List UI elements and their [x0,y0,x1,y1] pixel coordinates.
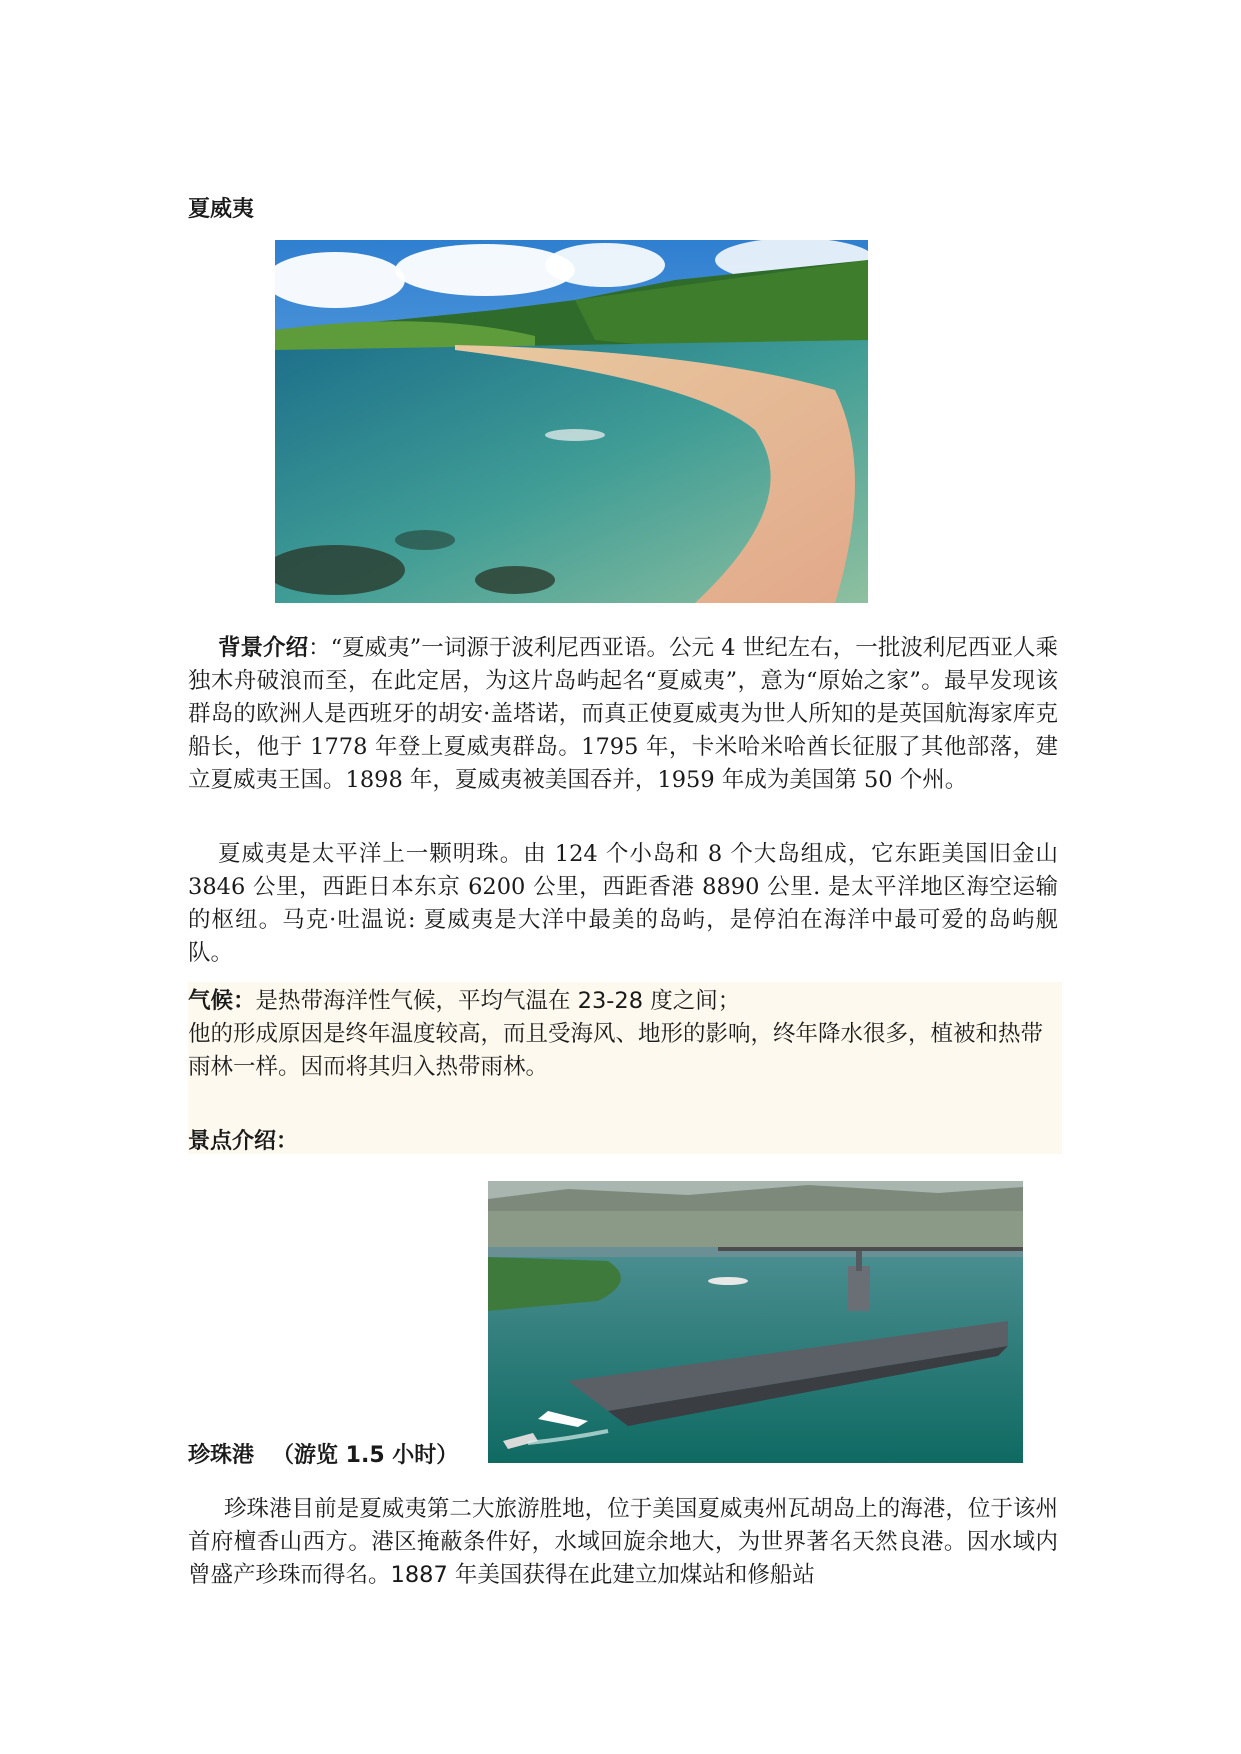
climate-text-line2: 他的形成原因是终年温度较高，而且受海风、地形的影响，终年降水很多，植被和热带雨林一样。因而将其归入热带雨林。 [188,1021,1044,1080]
climate-text-b: 度之间； [643,988,741,1014]
attraction-title [188,1438,458,1469]
attraction-paragraph [188,1493,1058,1592]
background-paragraph [188,632,1058,797]
attractions-heading: 景点介绍： [188,1129,299,1154]
page-title: 夏威夷 [188,197,255,222]
pearl-harbor-photo [488,1181,1023,1463]
background-text: ：“夏威夷”一词源于波利尼西亚语。公元 4 世纪左右，一批波利尼西亚人乘独木舟破浪而至，在此定居，为这片岛屿起名“夏威夷”，意为“原始之家”。最早发现该群岛的欧洲人是西班牙的胡安·盖塔诺，而真正使夏威夷为世人所知的是英国航海家库克船长，他于 1778 年登上夏威夷群岛。1795 年，卡米哈米哈酋长征服了其他部落，建立夏威夷王国。1898 年，夏威夷被美国吞并，1959 年成为美国第 50 个州。 [188,635,1058,793]
attraction-duration: （游览 1.5 小时） [272,1443,459,1468]
attraction-name: 珍珠港 [188,1443,255,1468]
climate-text-a: 是热带海洋性气候，平均气温在 [255,988,578,1014]
climate-paragraph [188,985,1058,1084]
attraction-text-b: 年美国获得在此建立加煤站和修船站 [447,1562,815,1588]
background-lead: 背景介绍 [218,635,309,661]
beach-photo [275,240,868,603]
attraction-year: 1887 [390,1562,448,1588]
climate-lead: 气候： [188,988,256,1014]
climate-temp-range: 23-28 [577,988,644,1014]
overview-paragraph: 夏威夷是太平洋上一颗明珠。由 124 个小岛和 8 个大岛组成，它东距美国旧金山 3846 公里，西距日本东京 6200 公里，西距香港 8890 公里. 是太平洋地区海空运输的枢纽。马克·吐温说: 夏威夷是大洋中最美的岛屿，是停泊在海洋中最可爱的岛屿舰队。 [188,841,1058,966]
attraction-text-a: 珍珠港目前是夏威夷第二大旅游胜地，位于美国夏威夷州瓦胡岛上的海港，位于该州首府檀香山西方。港区掩蔽条件好，水域回旋余地大，为世界著名天然良港。因水域内曾盛产珍珠而得名。 [188,1496,1058,1588]
